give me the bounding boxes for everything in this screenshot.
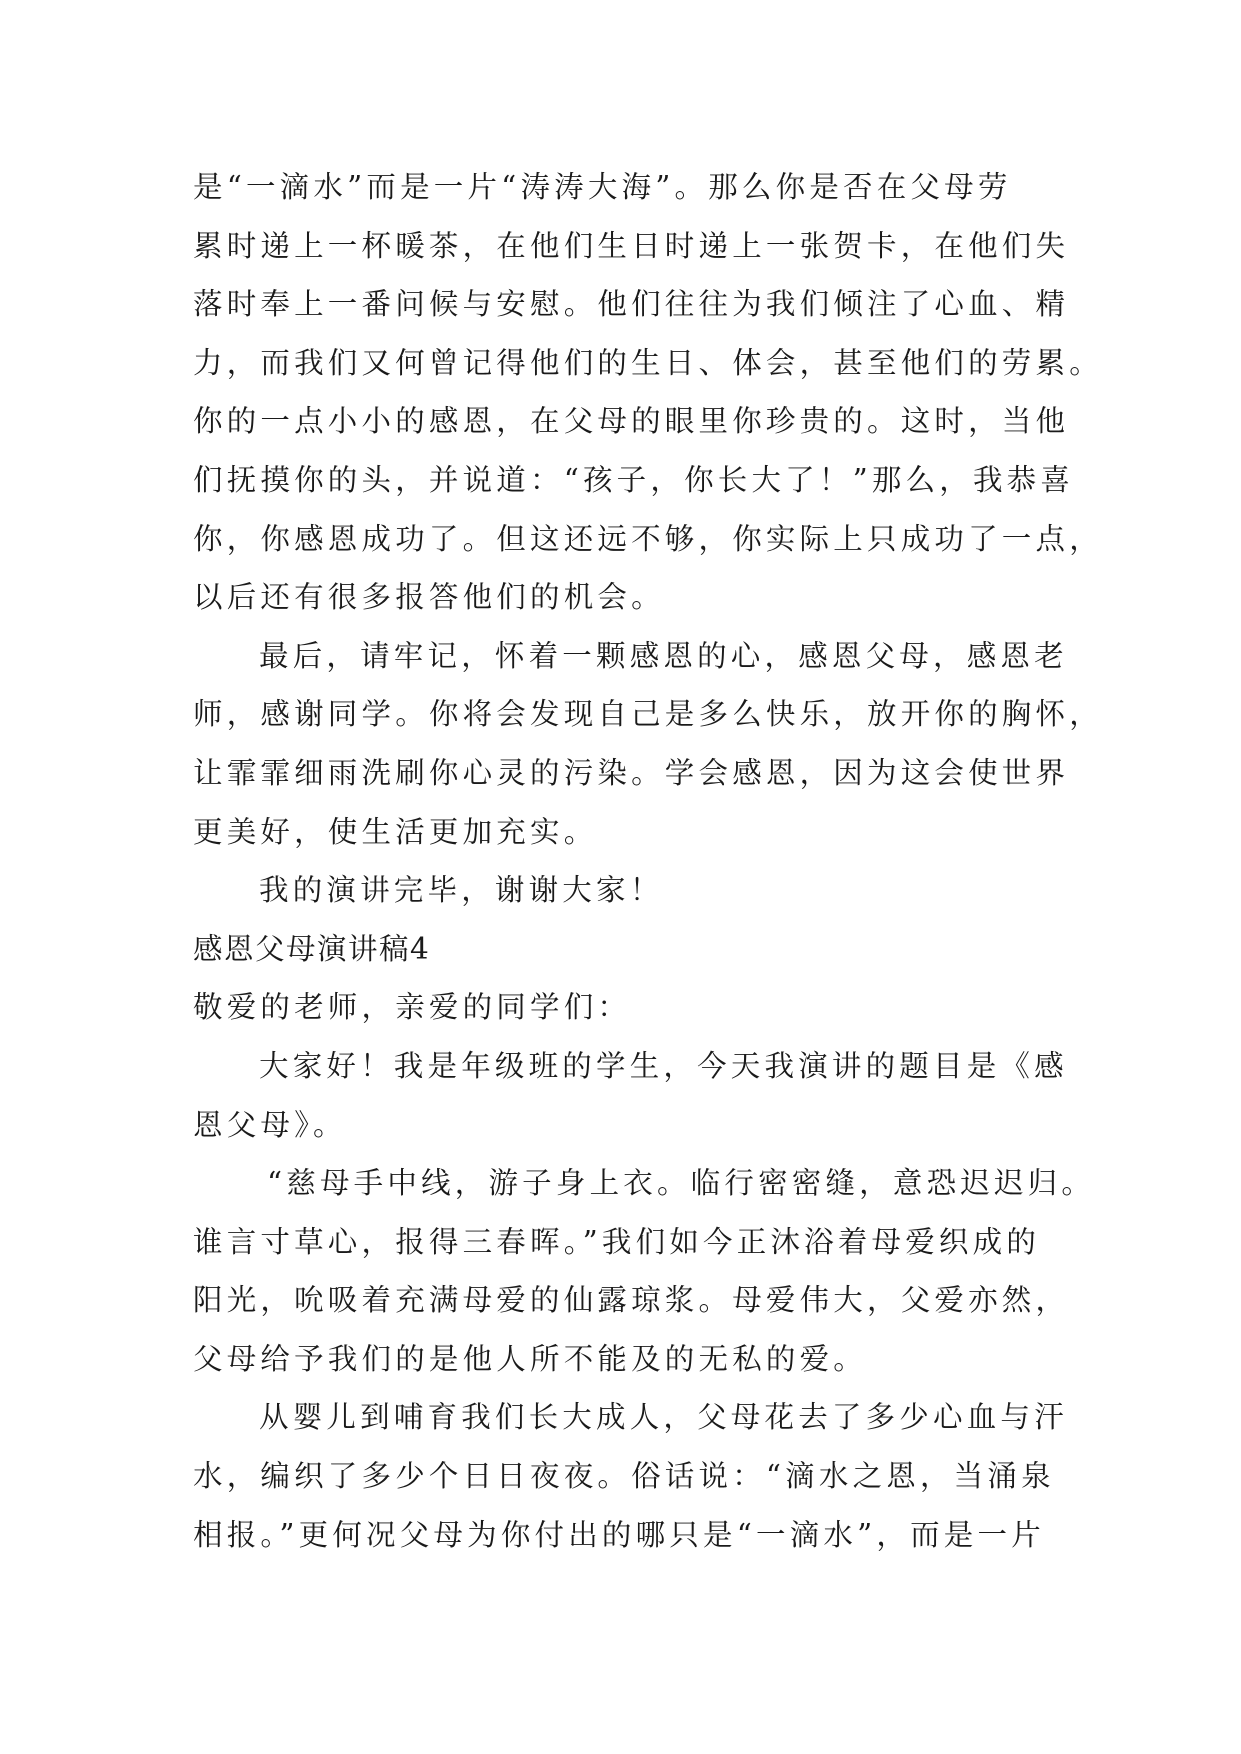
- closing-line: 我的演讲完毕，谢谢大家！: [259, 873, 664, 908]
- text-line: 相报。”更何况父母为你付出的哪只是“一滴水”，而是一片: [193, 1517, 1045, 1552]
- paragraph-continuation: [193, 158, 1103, 627]
- text-line: 谁言寸草心，报得三春晖。”我们如今正沐浴着母爱织成的: [193, 1224, 1041, 1259]
- text-line: 最后，请牢记，怀着一颗感恩的心，感恩父母，感恩老: [259, 638, 1068, 673]
- section-title: 感恩父母演讲稿4: [193, 931, 431, 966]
- text-line: 你，你感恩成功了。但这还远不够，你实际上只成功了一点，: [193, 521, 1103, 556]
- text-line: 累时递上一杯暖茶，在他们生日时递上一张贺卡，在他们失: [193, 228, 1070, 263]
- text-line: “慈母手中线，游子身上衣。临行密密缝，意恐迟迟归。: [267, 1166, 1096, 1201]
- text-line: 恩父母》。: [193, 1107, 347, 1142]
- text-line: 更美好，使生活更加充实。: [193, 814, 598, 849]
- document-body: [193, 158, 1103, 1564]
- text-line: 你的一点小小的感恩，在父母的眼里你珍贵的。这时，当他: [193, 404, 1070, 439]
- text-line: 让霏霏细雨洗刷你心灵的污染。学会感恩，因为这会使世界: [193, 755, 1070, 790]
- salutation: 敬爱的老师，亲爱的同学们：: [193, 990, 632, 1025]
- paragraph-greeting: [193, 1037, 1068, 1154]
- paragraph-last: [193, 627, 1103, 861]
- text-line: 力，而我们又何曾记得他们的生日、体会，甚至他们的劳累。: [193, 345, 1103, 380]
- text-line: 师，感谢同学。你将会发现自己是多么快乐，放开你的胸怀，: [193, 697, 1103, 732]
- text-line: 们抚摸你的头，并说道：“孩子，你长大了！”那么，我恭喜: [193, 462, 1075, 497]
- text-line: 从婴儿到哺育我们长大成人，父母花去了多少心血与汗: [259, 1400, 1068, 1435]
- text-line: 以后还有很多报答他们的机会。: [193, 580, 665, 615]
- text-line: 水，编织了多少个日日夜夜。俗话说：“滴水之恩，当涌泉: [193, 1459, 1055, 1494]
- text-line: 是“一滴水”而是一片“涛涛大海”。那么你是否在父母劳: [193, 170, 1012, 204]
- paragraph-nurture: [193, 1388, 1068, 1564]
- text-line: 阳光，吮吸着充满母爱的仙露琼浆。母爱伟大，父爱亦然，: [193, 1283, 1070, 1318]
- text-line: 大家好！我是年级班的学生，今天我演讲的题目是《感: [259, 1048, 1068, 1083]
- paragraph-poem: [193, 1154, 1096, 1388]
- text-line: 落时奉上一番问候与安慰。他们往往为我们倾注了心血、精: [193, 287, 1070, 322]
- text-line: 父母给予我们的是他人所不能及的无私的爱。: [193, 1341, 868, 1376]
